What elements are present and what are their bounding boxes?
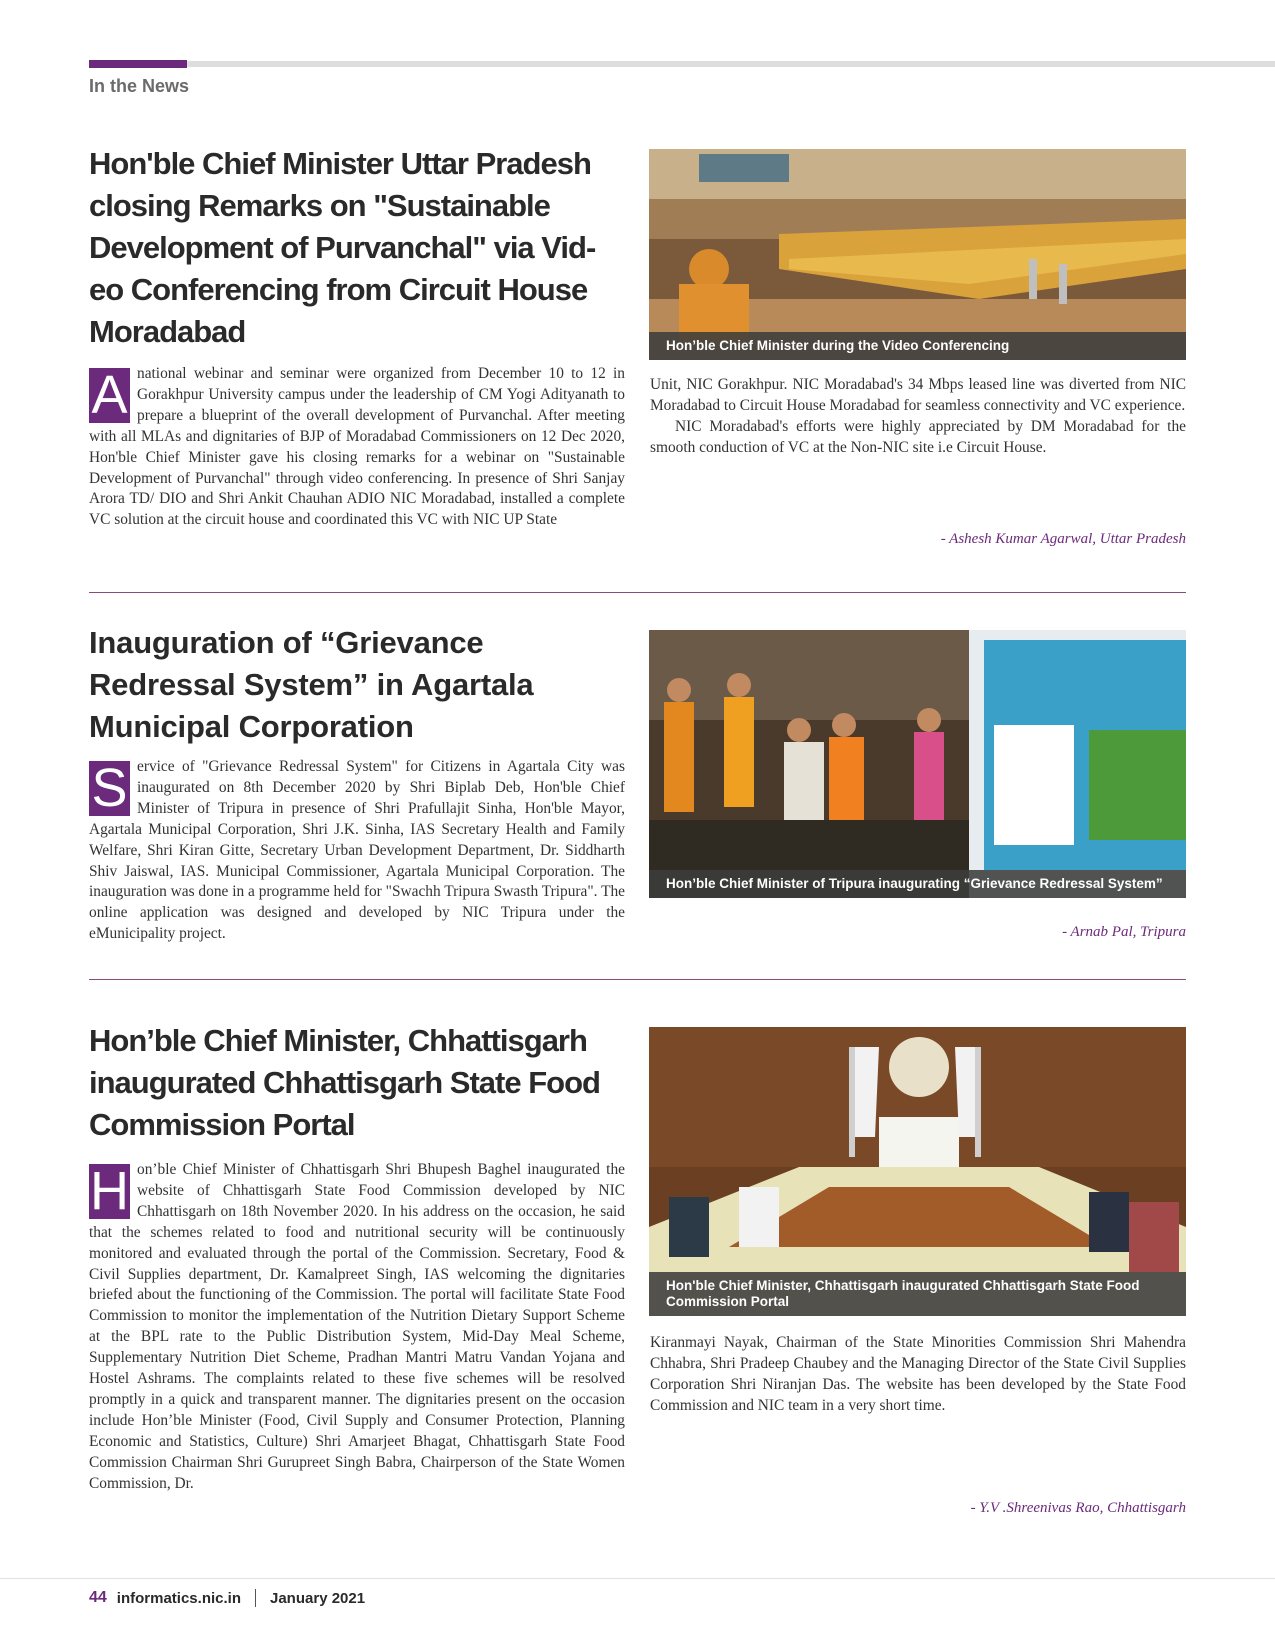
footer-separator	[255, 1589, 256, 1607]
footer-rule	[0, 1578, 1275, 1579]
page-footer	[89, 1589, 365, 1607]
footer-date: January 2021	[270, 1589, 366, 1607]
article-3-body-right: Kiranmayi Nayak, Chairman of the State Minorities Commission Shri Mahendra Chhabra, Shri Pradeep Chaubey and the Managing Director of the State Civil Supplies Corporation Shri Niranjan Das. The website has been developed by the State Food Commission and NIC team in a very short time.	[650, 1334, 1186, 1414]
dropcap: S	[89, 761, 130, 816]
article-2-title: Inauguration of “Grievance Redressal System” in Agartala Municipal Corporation	[89, 625, 534, 744]
article-1-body-left: national webinar and seminar were organized from December 10 to 12 in Gorakhpur University campus under the leadership of CM Yogi Adityanath to prepare a blueprint of the overall development of Purvanchal. After meeting with all MLAs and dignitaries of BJP of Moradabad Commissioners on 12 Dec 2020, Hon'ble Chief Minister gave his closing remarks for a webinar on "Sustainable Development of Purvanchal" through video conferencing. In presence of Shri Sanjay Arora TD/ DIO and Shri Ankit Chauhan ADIO NIC Moradabad, installed a complete VC solution at the circuit house and coordinated this VC with NIC UP State	[89, 365, 625, 529]
inauguration-image	[649, 630, 1186, 898]
dropcap: A	[89, 368, 130, 423]
article-3-right-column	[650, 1333, 1186, 1417]
conference-room-image	[649, 149, 1186, 360]
article-divider	[89, 979, 1186, 980]
footer-site: informatics.nic.in	[116, 1589, 241, 1607]
article-3-byline: - Y.V .Shreenivas Rao, Chhattisgarh	[970, 1500, 1186, 1516]
article-1-title: Hon'ble Chief Minister Uttar Pradesh closing Remarks on "Sustainable Development of Purvanchal" via Vid-eo Conferencing from Circuit House Moradabad	[89, 146, 596, 349]
article-1-body-right-2: NIC Moradabad's efforts were highly appreciated by DM Moradabad for the smooth conduction of VC at the Non-NIC site i.e Circuit House.	[650, 417, 1186, 456]
article-2-body	[89, 757, 625, 945]
dropcap: H	[90, 1161, 129, 1221]
page-number: 44	[89, 1589, 107, 1606]
section-label: In the News	[89, 76, 190, 96]
article-1-caption: Hon’ble Chief Minister during the Video Conferencing	[649, 332, 1186, 360]
header-rule	[187, 61, 1275, 67]
article-1-right-column	[650, 375, 1186, 459]
article-divider	[89, 592, 1186, 593]
article-2-body-left: ervice of "Grievance Redressal System" for Citizens in Agartala City was inaugurated on 8th December 2020 by Shri Biplab Deb, Hon'ble Chief Minister of Tripura in presence of Shri Prafullajit Sinha, Hon'ble Mayor, Agartala Municipal Corporation, Shri J.K. Sinha, IAS Secretary Health and Family Welfare, Shri Kiran Gitte, Secretary Urban Development Department, Dr. Siddharth Shiv Jaiswal, IAS. Municipal Commissioner, Agartala Municipal Corporation. The inauguration was done in a programme held for "Swachh Tripura Swasth Tripura". The online application was designed and developed by NIC Tripura under the eMunicipality project.	[89, 758, 625, 943]
article-1-byline: - Ashesh Kumar Agarwal, Uttar Pradesh	[940, 531, 1186, 547]
article-2-photo	[649, 630, 1186, 898]
article-3-body-left: on’ble Chief Minister of Chhattisgarh Shri Bhupesh Baghel inaugurated the website of Chhattisgarh State Food Commission developed by NIC Chhattisgarh on 18th November 2020. In his address on the occasion, he said that the schemes related to food and nutritional security will be continuously monitored and evaluated through the portal of the Commission. Secretary, Food & Civil Supplies department, Dr. Kamalpreet Singh, IAS welcoming the dignitaries briefed about the functioning of the Commission. The portal will facilitate State Food Commission to monitor the implementation of the Nutrition Dietary Support Scheme at the BPL rate to the Public Distribution System, Mid-Day Meal Scheme, Supplementary Nutrition Diet Scheme, Pradhan Mantri Matru Vandan Yojana and Hostel Ashrams. The complaints related to these five schemes will be resolved promptly in a quick and transparent manner. The dignitaries present on the occasion include Hon’ble Minister (Food, Civil Supply and Consumer Protection, Planning Economic and Statistics, Culture) Shri Amarjeet Bhagat, Chhattisgarh State Food Commission Chairman Shri Gurupreet Singh Babra, Chairperson of the State Women Commission, Dr.	[89, 1161, 625, 1492]
article-2-caption: Hon’ble Chief Minister of Tripura inaugurating “Grievance Redressal System”	[649, 870, 1186, 898]
header-accent-bar	[89, 60, 187, 68]
article-3-caption: Hon'ble Chief Minister, Chhattisgarh inaugurated Chhattisgarh State Food Commission Portal	[649, 1272, 1186, 1316]
article-1-body-right: Unit, NIC Gorakhpur. NIC Moradabad's 34 Mbps leased line was diverted from NIC Moradabad to Circuit House Moradabad for seamless connectivity and VC experience.	[650, 376, 1186, 414]
article-2-byline: - Arnab Pal, Tripura	[1062, 924, 1186, 940]
article-1-body	[89, 364, 625, 531]
article-3-photo	[649, 1027, 1186, 1316]
article-1-photo	[649, 149, 1186, 360]
article-3-title: Hon’ble Chief Minister, Chhattisgarh inaugurated Chhattisgarh State Food Commission Portal	[89, 1023, 600, 1142]
article-3-body	[89, 1160, 625, 1495]
